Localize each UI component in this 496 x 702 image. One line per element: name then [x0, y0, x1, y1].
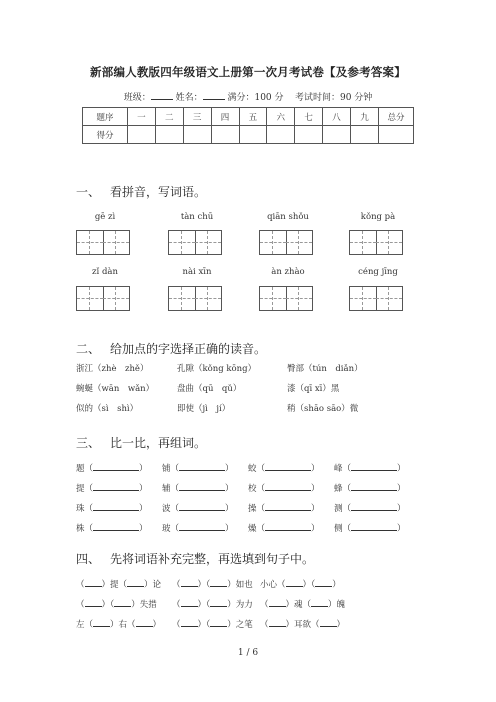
idiom-item: [260, 598, 345, 610]
score-value-row: [83, 126, 414, 144]
compare-word-item: 珠（ ）: [76, 504, 148, 514]
score-header-cell: 五: [239, 108, 267, 126]
idiom-text: ）魂（: [285, 600, 312, 610]
score-cell[interactable]: [351, 126, 379, 144]
compare-word-item: 辅（ ）: [162, 484, 234, 494]
idiom-text: （: [76, 580, 85, 590]
writing-grid[interactable]: [259, 286, 313, 311]
answer-blank[interactable]: [93, 462, 139, 471]
idiom-text: ）（: [197, 580, 211, 590]
score-cell[interactable]: [295, 126, 323, 144]
pinyin: zǐ dàn: [92, 267, 118, 277]
score-header-cell: 二: [155, 108, 183, 126]
section-4-heading: [76, 550, 314, 567]
idiom-blank[interactable]: [127, 578, 144, 587]
score-cell[interactable]: [128, 126, 156, 144]
answer-blank[interactable]: [179, 482, 225, 491]
answer-blank[interactable]: [93, 522, 139, 531]
idiom-text: ）: [152, 620, 162, 630]
score-cell[interactable]: [211, 126, 239, 144]
idiom-text: （: [260, 620, 269, 630]
idiom-item: [76, 598, 157, 610]
compare-char: 辅: [162, 484, 171, 494]
answer-blank[interactable]: [265, 502, 311, 511]
score-header-cell: 四: [211, 108, 239, 126]
idiom-blank[interactable]: [320, 618, 337, 627]
score-cell[interactable]: [323, 126, 351, 144]
idiom-blank[interactable]: [269, 618, 286, 627]
score-table: [82, 107, 414, 144]
idiom-blank[interactable]: [210, 578, 227, 587]
compare-word-item: 蛟（ ）: [248, 464, 320, 474]
writing-grid[interactable]: [76, 230, 130, 255]
idiom-item: [172, 618, 253, 630]
idiom-text: 小心（: [260, 580, 286, 590]
pinyin: céng jīng: [358, 267, 398, 277]
compare-word-item: 铺（ ）: [162, 464, 234, 474]
compare-char: 燥: [248, 524, 257, 534]
compare-word-item: 株（ ）: [76, 524, 148, 534]
compare-char: 峰: [334, 464, 343, 474]
idiom-text: ）耳欲（: [285, 620, 320, 630]
idiom-text: ）之笔: [227, 620, 253, 630]
idiom-item: [172, 578, 253, 590]
writing-grid[interactable]: [76, 286, 130, 311]
score-header-cell: 总分: [379, 108, 414, 126]
idiom-text: ）右（: [110, 620, 136, 630]
score-header-cell: 六: [267, 108, 295, 126]
score-cell[interactable]: [239, 126, 267, 144]
idiom-blank[interactable]: [136, 618, 153, 627]
idiom-text: ）: [336, 620, 346, 630]
idiom-text: ）为力: [227, 600, 253, 610]
idiom-blank[interactable]: [85, 578, 102, 587]
idiom-blank[interactable]: [311, 598, 328, 607]
score-cell[interactable]: [155, 126, 183, 144]
idiom-text: ）（: [197, 620, 211, 630]
idiom-text: ）（: [197, 600, 211, 610]
idiom-blank[interactable]: [114, 598, 131, 607]
reading-choice[interactable]: 蜿蜒（wān wǎn）: [76, 384, 155, 394]
section-number: 三、: [76, 436, 101, 450]
page-number: 1 / 6: [237, 648, 259, 658]
idiom-blank[interactable]: [210, 618, 227, 627]
section-number: 四、: [76, 552, 101, 566]
idiom-blank[interactable]: [286, 578, 303, 587]
idiom-text: ）: [332, 580, 341, 590]
section-title: 比一比，再组词。: [110, 436, 207, 450]
page-title: 新部编人教版四年级语文上册第一次月考试卷【及参考答案】: [90, 65, 406, 79]
writing-grid[interactable]: [349, 286, 403, 311]
idiom-blank[interactable]: [181, 578, 198, 587]
pinyin: nài xīn: [182, 267, 212, 277]
score-row-label: 得分: [83, 126, 128, 144]
score-cell[interactable]: [183, 126, 211, 144]
name-blank[interactable]: [203, 90, 225, 100]
compare-char: 蛟: [248, 464, 257, 474]
reading-choice[interactable]: 即使（jì jí）: [177, 404, 231, 414]
reading-choice[interactable]: 漆（qī xī）黑: [287, 384, 340, 394]
compare-word-item: 波（ ）: [162, 504, 234, 514]
answer-blank[interactable]: [179, 462, 225, 471]
idiom-text: （: [76, 600, 85, 610]
idiom-blank[interactable]: [85, 598, 102, 607]
idiom-text: ）魄: [328, 600, 346, 610]
class-blank[interactable]: [151, 90, 173, 100]
answer-blank[interactable]: [351, 522, 397, 531]
compare-char: 操: [248, 504, 257, 514]
idiom-text: （: [260, 600, 269, 610]
score-header-cell: 九: [351, 108, 379, 126]
class-label: 班级：: [123, 93, 151, 103]
reading-choice[interactable]: 孔隙（kǒng kōng）: [177, 364, 257, 374]
idiom-blank[interactable]: [93, 618, 110, 627]
answer-blank[interactable]: [93, 482, 139, 491]
compare-char: 玻: [162, 524, 171, 534]
score-cell[interactable]: [379, 126, 414, 144]
section-2-heading: [76, 340, 266, 357]
pinyin: qiān shǒu: [267, 212, 309, 222]
score-header-cell: 三: [183, 108, 211, 126]
pinyin: tàn chū: [180, 212, 214, 222]
score-header-cell: 一: [128, 108, 156, 126]
compare-char: 铺: [162, 464, 171, 474]
idiom-blank[interactable]: [181, 618, 198, 627]
compare-word-item: 题（ ）: [76, 464, 148, 474]
idiom-blank[interactable]: [210, 598, 227, 607]
compare-char: 蜂: [334, 484, 343, 494]
idiom-text: ）（: [101, 600, 115, 610]
answer-blank[interactable]: [351, 482, 397, 491]
score-header-row: [83, 108, 414, 126]
compare-word-item: 提（ ）: [76, 484, 148, 494]
answer-blank[interactable]: [351, 462, 397, 471]
score-header-cell: 七: [295, 108, 323, 126]
compare-word-item: 校（ ）: [248, 484, 320, 494]
compare-char: 题: [76, 464, 85, 474]
exam-info: [0, 90, 496, 103]
idiom-item: [260, 578, 341, 590]
answer-blank[interactable]: [265, 462, 311, 471]
compare-word-item: 玻（ ）: [162, 524, 234, 534]
reading-choice[interactable]: 稍（shāo sāo）微: [287, 404, 359, 414]
idiom-text: （: [172, 600, 181, 610]
compare-word-item: 峰（ ）: [334, 464, 406, 474]
compare-char: 侧: [334, 524, 343, 534]
compare-char: 株: [76, 524, 85, 534]
idiom-text: 左（: [76, 620, 94, 630]
idiom-item: [260, 618, 345, 630]
idiom-blank[interactable]: [181, 598, 198, 607]
idiom-item: [172, 598, 253, 610]
section-3-heading: [76, 434, 206, 451]
answer-blank[interactable]: [265, 522, 311, 531]
writing-grid[interactable]: [168, 230, 222, 255]
pinyin: àn zhào: [271, 267, 305, 277]
reading-choice[interactable]: 臀部（tún diǎn）: [287, 364, 363, 374]
compare-char: 校: [248, 484, 257, 494]
answer-blank[interactable]: [179, 502, 225, 511]
idiom-text: ）论: [144, 580, 162, 590]
section-title: 先将词语补充完整，再选填到句子中。: [110, 552, 315, 566]
answer-blank[interactable]: [351, 502, 397, 511]
writing-grid[interactable]: [259, 230, 313, 255]
reading-choice[interactable]: 似的（sì shì）: [76, 404, 139, 414]
reading-choice[interactable]: 浙江（zhè zhě）: [76, 364, 149, 374]
answer-blank[interactable]: [93, 502, 139, 511]
pinyin: gē zì: [94, 212, 116, 222]
compare-char: 波: [162, 504, 171, 514]
idiom-text: ）提（: [101, 580, 128, 590]
score-header-cell: 题序: [83, 108, 128, 126]
section-title: 给加点的字选择正确的读音。: [110, 342, 267, 356]
compare-word-item: 蜂（ ）: [334, 484, 406, 494]
idiom-text: ）失措: [131, 600, 157, 610]
score-cell[interactable]: [267, 126, 295, 144]
idiom-item: [76, 618, 161, 630]
compare-char: 珠: [76, 504, 85, 514]
compare-word-item: 测（ ）: [334, 504, 406, 514]
full-score: 满分：100 分: [227, 93, 284, 103]
idiom-blank[interactable]: [315, 578, 332, 587]
section-title: 看拼音，写词语。: [110, 185, 207, 199]
section-1-heading: [76, 183, 206, 200]
reading-choice[interactable]: 盘曲（qū qǔ）: [177, 384, 242, 394]
section-number: 一、: [76, 185, 101, 199]
name-label: 姓名：: [175, 93, 203, 103]
section-number: 二、: [76, 342, 101, 356]
compare-char: 提: [76, 484, 85, 494]
idiom-text: ）（: [302, 580, 316, 590]
idiom-item: [76, 578, 161, 590]
exam-time: 考试时间：90 分钟: [294, 93, 373, 103]
compare-char: 测: [334, 504, 343, 514]
compare-word-item: 燥（ ）: [248, 524, 320, 534]
idiom-blank[interactable]: [269, 598, 286, 607]
compare-word-item: 操（ ）: [248, 504, 320, 514]
idiom-text: （: [172, 580, 181, 590]
idiom-text: ）如也: [227, 580, 253, 590]
answer-blank[interactable]: [265, 482, 311, 491]
compare-word-item: 侧（ ）: [334, 524, 406, 534]
score-header-cell: 八: [323, 108, 351, 126]
writing-grid[interactable]: [168, 286, 222, 311]
answer-blank[interactable]: [179, 522, 225, 531]
pinyin: kǒng pà: [360, 212, 396, 222]
idiom-text: （: [172, 620, 181, 630]
writing-grid[interactable]: [349, 230, 403, 255]
